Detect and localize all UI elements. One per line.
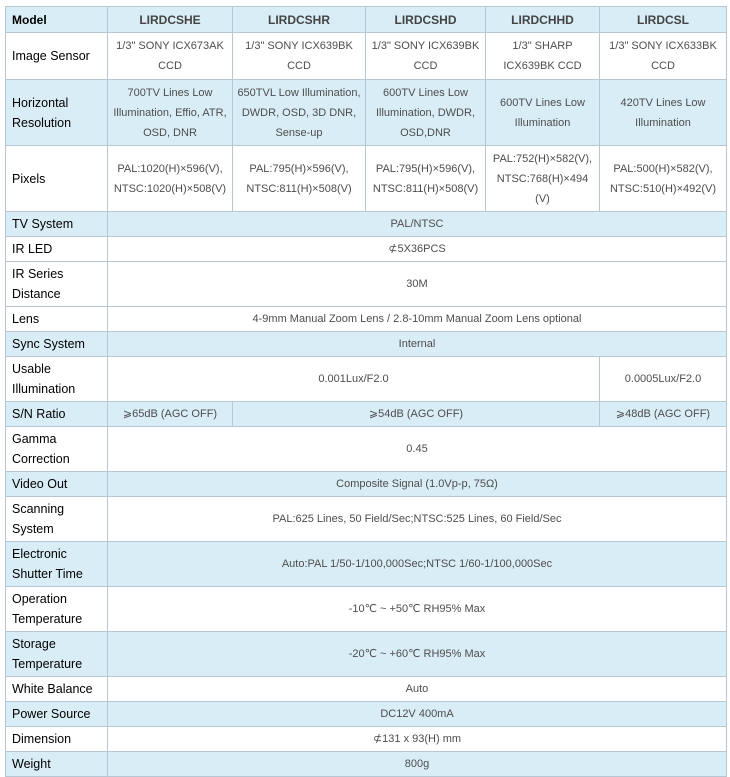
- cell-value: DC12V 400mA: [108, 702, 727, 727]
- cell-value: 1/3" SONY ICX639BK CCD: [366, 33, 486, 80]
- model-1: LIRDCSHE: [108, 7, 233, 33]
- cell-value: ⊄131 x 93(H) mm: [108, 727, 727, 752]
- row-label: IR Series Distance: [6, 262, 108, 307]
- cell-value: PAL:795(H)×596(V), NTSC:811(H)×508(V): [366, 146, 486, 212]
- cell-value: 420TV Lines Low Illumination: [600, 80, 727, 146]
- cell-value: PAL/NTSC: [108, 212, 727, 237]
- row-scanning-system: [6, 497, 727, 542]
- row-lens: [6, 307, 727, 332]
- cell-value: -10℃ ~ +50℃ RH95% Max: [108, 587, 727, 632]
- row-label: Scanning System: [6, 497, 108, 542]
- cell-value: 600TV Lines Low Illumination, DWDR, OSD,DNR: [366, 80, 486, 146]
- cell-value: 700TV Lines Low Illumination, Effio, ATR, OSD, DNR: [108, 80, 233, 146]
- row-label: Video Out: [6, 472, 108, 497]
- row-label: Operation Temperature: [6, 587, 108, 632]
- row-dimension: [6, 727, 727, 752]
- row-storage-temperature: [6, 632, 727, 677]
- model-4: LIRDCHHD: [486, 7, 600, 33]
- cell-value: 1/3" SONY ICX633BK CCD: [600, 33, 727, 80]
- row-pixels: [6, 146, 727, 212]
- cell-value: ⩾65dB (AGC OFF): [108, 402, 233, 427]
- row-label: White Balance: [6, 677, 108, 702]
- row-horizontal-resolution: [6, 80, 727, 146]
- row-ir-led: [6, 237, 727, 262]
- row-label: Usable Illumination: [6, 357, 108, 402]
- row-label: Gamma Correction: [6, 427, 108, 472]
- cell-value: ⩾48dB (AGC OFF): [600, 402, 727, 427]
- row-weight: [6, 752, 727, 777]
- cell-value: PAL:500(H)×582(V), NTSC:510(H)×492(V): [600, 146, 727, 212]
- cell-value: 800g: [108, 752, 727, 777]
- row-label: Image Sensor: [6, 33, 108, 80]
- spec-table: [5, 6, 727, 777]
- row-label: Sync System: [6, 332, 108, 357]
- cell-value: Auto: [108, 677, 727, 702]
- row-label: Horizontal Resolution: [6, 80, 108, 146]
- model-3: LIRDCSHD: [366, 7, 486, 33]
- row-gamma-correction: [6, 427, 727, 472]
- row-ir-series-distance: [6, 262, 727, 307]
- cell-value: Composite Signal (1.0Vp-p, 75Ω): [108, 472, 727, 497]
- row-white-balance: [6, 677, 727, 702]
- header-row: [6, 7, 727, 33]
- row-tv-system: [6, 212, 727, 237]
- cell-value: 1/3" SHARP ICX639BK CCD: [486, 33, 600, 80]
- cell-value: PAL:752(H)×582(V), NTSC:768(H)×494 (V): [486, 146, 600, 212]
- model-2: LIRDCSHR: [233, 7, 366, 33]
- cell-value: ⩾54dB (AGC OFF): [233, 402, 600, 427]
- row-label: Weight: [6, 752, 108, 777]
- cell-value: 0.0005Lux/F2.0: [600, 357, 727, 402]
- cell-value: 4-9mm Manual Zoom Lens / 2.8-10mm Manual Zoom Lens optional: [108, 307, 727, 332]
- cell-value: Internal: [108, 332, 727, 357]
- cell-value: 0.001Lux/F2.0: [108, 357, 600, 402]
- cell-value: Auto:PAL 1/50-1/100,000Sec;NTSC 1/60-1/100,000Sec: [108, 542, 727, 587]
- row-image-sensor: [6, 33, 727, 80]
- row-label: TV System: [6, 212, 108, 237]
- cell-value: PAL:795(H)×596(V), NTSC:811(H)×508(V): [233, 146, 366, 212]
- row-label: S/N Ratio: [6, 402, 108, 427]
- cell-value: PAL:625 Lines, 50 Field/Sec;NTSC:525 Lines, 60 Field/Sec: [108, 497, 727, 542]
- row-label: Lens: [6, 307, 108, 332]
- row-label: Storage Temperature: [6, 632, 108, 677]
- model-5: LIRDCSL: [600, 7, 727, 33]
- cell-value: 1/3" SONY ICX639BK CCD: [233, 33, 366, 80]
- header-label: Model: [6, 7, 108, 33]
- row-video-out: [6, 472, 727, 497]
- row-sync-system: [6, 332, 727, 357]
- row-usable-illumination: [6, 357, 727, 402]
- cell-value: 650TVL Low Illumination, DWDR, OSD, 3D DNR, Sense-up: [233, 80, 366, 146]
- cell-value: ⊄5X36PCS: [108, 237, 727, 262]
- row-electronic-shutter-time: [6, 542, 727, 587]
- row-label: Power Source: [6, 702, 108, 727]
- cell-value: 0.45: [108, 427, 727, 472]
- row-label: IR LED: [6, 237, 108, 262]
- row-power-source: [6, 702, 727, 727]
- row-label: Dimension: [6, 727, 108, 752]
- cell-value: PAL:1020(H)×596(V), NTSC:1020(H)×508(V): [108, 146, 233, 212]
- cell-value: 600TV Lines Low Illumination: [486, 80, 600, 146]
- cell-value: 30M: [108, 262, 727, 307]
- row-operation-temperature: [6, 587, 727, 632]
- row-label: Electronic Shutter Time: [6, 542, 108, 587]
- row-sn-ratio: [6, 402, 727, 427]
- cell-value: -20℃ ~ +60℃ RH95% Max: [108, 632, 727, 677]
- cell-value: 1/3" SONY ICX673AK CCD: [108, 33, 233, 80]
- row-label: Pixels: [6, 146, 108, 212]
